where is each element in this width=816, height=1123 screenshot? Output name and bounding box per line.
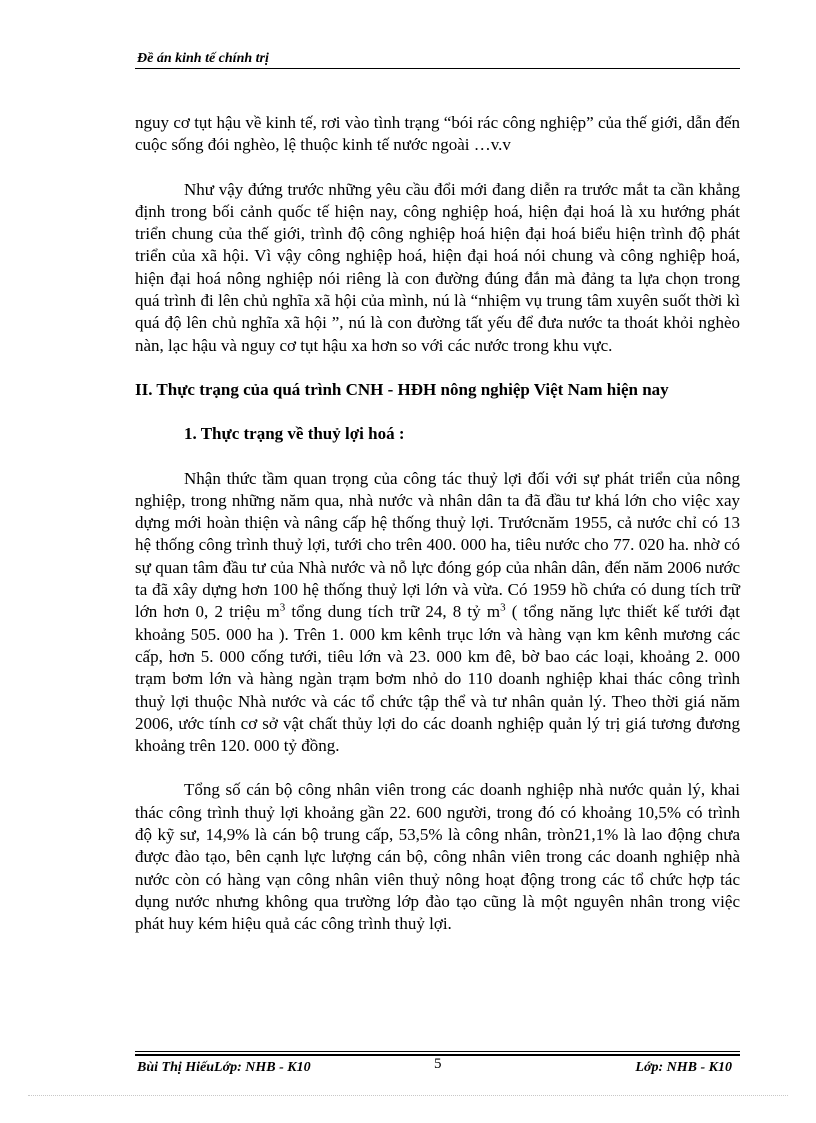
header-rule — [135, 68, 740, 69]
subsection-heading-1: 1. Thực trạng về thuỷ lợi hoá : — [184, 424, 405, 444]
footer-class: Lớp: NHB - K10 — [635, 1060, 732, 1075]
page-bottom-border — [28, 1095, 788, 1096]
paragraph-3-text-c: ( tổng năng lực thiết kế tưới đạt khoảng 505. 000 ha ). Trên 1. 000 km kênh trục lớn và hàng vạn km kênh mương các cấp, hơn 5. 000 cống tưới, tiêu lớn và 23. 000 km đê, bờ bao các loại, khoảng 2. 000 trạm bơm lớn và hàng ngàn trạm bơm nhỏ do 110 doanh nghiệp khai thác công trình thuỷ lợi thuộc Nhà nước và các tổ chức tập thể và tư nhân quản lý. Theo thời giá năm 2006, ước tính cơ sở vật chất thủy lợi do các doanh nghiệp quản lý trị giá tương đương khoảng trên 120. 000 tỷ đồng. — [135, 602, 741, 756]
paragraph-1: nguy cơ tụt hậu về kinh tế, rơi vào tình trạng “bói rác công nghiệp” của thế giới, dẫn đến cuộc sống đói nghèo, lệ thuộc kinh tế nước ngoài …v.v — [135, 113, 740, 155]
footer-rule — [135, 1051, 740, 1052]
superscript-3: 3 — [279, 601, 286, 614]
superscript-3: 3 — [500, 601, 506, 614]
document-body — [135, 112, 740, 936]
section-heading-2: II. Thực trạng của quá trình CNH - HĐH nông nghiệp Việt Nam hiện nay — [135, 379, 669, 399]
paragraph-3 — [135, 468, 740, 758]
page-number: 5 — [434, 1056, 442, 1072]
header-title: Đề án kinh tế chính trị — [137, 51, 269, 66]
paragraph-3-text-a: Nhận thức tầm quan trọng của công tác thuỷ lợi đối với sự phát triển của nông nghiệp, trong những năm qua, nhà nước và nhân dân ta đã đầu tư khá lớn cho việc xay dựng mới hoàn thiện và nâng cấp hệ thống thuỷ lợi. Trướcnăm 1955, cả nước chỉ có 13 hệ thống công trình thuỷ lợi, tưới cho trên 400. 000 ha, tiêu nước cho 77. 020 ha. nhờ có sự quan tâm đầu tư của Nhà nước và nỗ lực đóng góp của nhân dân, đến năm 2006 nước ta đã xây dựng hơn 100 hệ thống thuỷ lợi lớn và vừa. Có 1959 hồ chứa có dung tích trữ lớn hơn 0, 2 triệu m — [135, 468, 740, 622]
paragraph-2: Như vậy đứng trước những yêu cầu đổi mới đang diễn ra trước mắt ta cần khẳng định trong bối cảnh quốc tế hiện nay, công nghiệp hoá, hiện đại hoá là xu hướng phát triển chung của thế giới, trình độ công nghiệp hoá hiện đại hoá biểu hiện trình độ phát triển của xã hội. Vì vậy công nghiệp hoá, hiện đại hoá nói chung và công nghiệp hoá, hiện đại hoá nông nghiệp nói riêng là con đường đúng đắn mà đảng ta lựa chọn trong quá trình đi lên chủ nghĩa xã hội của mình, nú là “nhiệm vụ trung tâm xuyên suốt thời kì quá độ lên chủ nghĩa xã hội ”, nú là con đường tất yếu để đưa nước ta thoát khỏi nghèo nàn, lạc hậu và nguy cơ tụt hậu xa hơn so với các nước trong khu vực. — [135, 179, 740, 355]
paragraph-4: Tổng số cán bộ công nhân viên trong các doanh nghiệp nhà nước quản lý, khai thác công trình thuỷ lợi khoảng gần 22. 600 người, trong đó có khoảng 10,5% có trình độ kỹ sư, 14,9% là cán bộ trung cấp, 53,5% là công nhân, tròn21,1% là lao động chưa được đào tạo, bên cạnh lực lượng cán bộ, công nhân viên trong các doanh nghiệp nhà nước còn có hàng vạn công nhân viên thuỷ nông hoạt động trong các tổ chức hợp tác dụng nước nhưng không qua trường lớp đào tạo cũng là một nguyên nhân trong việc phát huy kém hiệu quả các công trình thuỷ lợi. — [135, 780, 740, 934]
footer-author: Bùi Thị HiếuLớp: NHB - K10 — [137, 1060, 311, 1075]
paragraph-3-text-b: tổng dung tích trữ 24, 8 tỷ m — [285, 602, 501, 622]
